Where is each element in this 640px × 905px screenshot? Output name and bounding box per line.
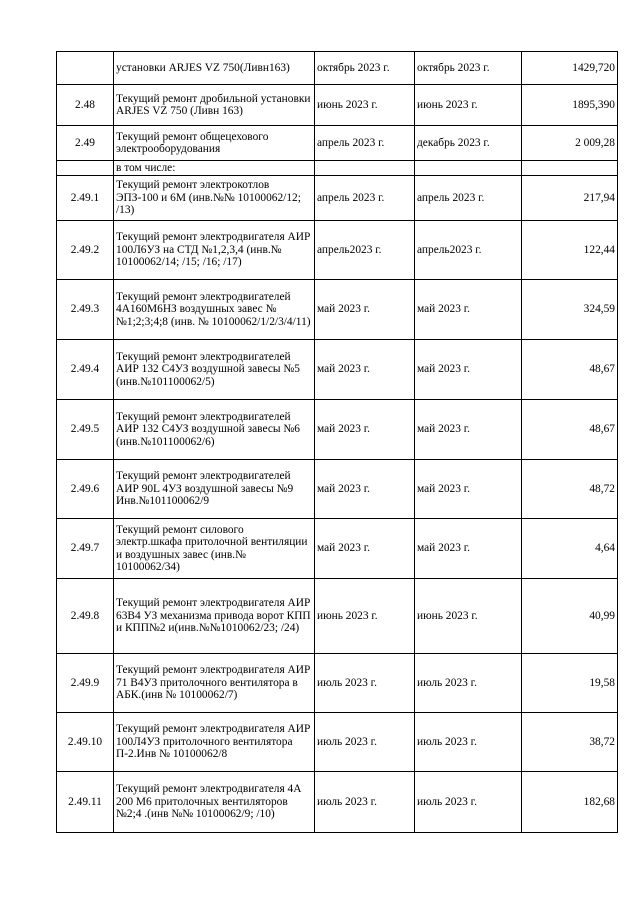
repair-schedule-table — [56, 51, 618, 833]
start-date: апрель2023 г. — [315, 221, 415, 280]
table-row — [57, 280, 618, 340]
start-date — [315, 161, 415, 176]
table-row — [57, 400, 618, 460]
amount: 1895,390 — [522, 85, 618, 126]
table-row — [57, 221, 618, 280]
start-date: июль 2023 г. — [315, 654, 415, 713]
end-date: декабрь 2023 г. — [415, 126, 522, 161]
item-description: Текущий ремонт общецехового электрооборудования — [114, 126, 315, 161]
item-description: Текущий ремонт электродвигателей АИР 132 С4УЗ воздушной завесы №5 (инв.№101100062/5) — [114, 340, 315, 400]
table-row — [57, 460, 618, 519]
table-row — [57, 176, 618, 221]
start-date: октябрь 2023 г. — [315, 52, 415, 85]
end-date: май 2023 г. — [415, 340, 522, 400]
start-date: июль 2023 г. — [315, 713, 415, 772]
start-date: июль 2023 г. — [315, 772, 415, 833]
end-date: октябрь 2023 г. — [415, 52, 522, 85]
item-description: Текущий ремонт электродвигателя АИР 63В4 УЗ механизма привода ворот КПП и КПП№2 и(инв.№№1010062/23; /24) — [114, 579, 315, 654]
start-date: май 2023 г. — [315, 460, 415, 519]
amount: 122,44 — [522, 221, 618, 280]
start-date: апрель 2023 г. — [315, 126, 415, 161]
item-number: 2.49.5 — [57, 400, 114, 460]
amount: 19,58 — [522, 654, 618, 713]
amount: 48,72 — [522, 460, 618, 519]
table-row — [57, 713, 618, 772]
amount: 48,67 — [522, 400, 618, 460]
start-date: июнь 2023 г. — [315, 579, 415, 654]
end-date — [415, 161, 522, 176]
end-date: апрель2023 г. — [415, 221, 522, 280]
table-row — [57, 579, 618, 654]
table-row — [57, 654, 618, 713]
start-date: май 2023 г. — [315, 340, 415, 400]
item-description: Текущий ремонт электродвигателей АИР 132 С4УЗ воздушной завесы №6 (инв.№101100062/6) — [114, 400, 315, 460]
item-number: 2.49.9 — [57, 654, 114, 713]
item-description: Текущий ремонт электродвигателя АИР 71 В4УЗ притолочного вентилятора в АБК.(инв № 10100062/7) — [114, 654, 315, 713]
table-row — [57, 85, 618, 126]
item-number: 2.49.11 — [57, 772, 114, 833]
item-description: Текущий ремонт электродвигателя АИР 100Л6УЗ на СТД №1,2,3,4 (инв.№ 10100062/14; /15; /16; /17) — [114, 221, 315, 280]
amount: 40,99 — [522, 579, 618, 654]
table-row — [57, 126, 618, 161]
end-date: май 2023 г. — [415, 280, 522, 340]
item-number: 2.49.6 — [57, 460, 114, 519]
item-number: 2.49.1 — [57, 176, 114, 221]
item-description: Текущий ремонт электродвигателей 4А160М6НЗ воздушных завес №№1;2;3;4;8 (инв. № 10100062/1/2/3/4/11) — [114, 280, 315, 340]
amount: 2 009,28 — [522, 126, 618, 161]
item-number: 2.49 — [57, 126, 114, 161]
item-number: 2.49.3 — [57, 280, 114, 340]
end-date: июнь 2023 г. — [415, 579, 522, 654]
item-description: Текущий ремонт электродвигателя 4А 200 М6 притолочных вентиляторов №2;4 .(инв №№ 10100062/9; /10) — [114, 772, 315, 833]
item-number: 2.49.4 — [57, 340, 114, 400]
start-date: июнь 2023 г. — [315, 85, 415, 126]
table-row — [57, 340, 618, 400]
amount: 182,68 — [522, 772, 618, 833]
item-number: 2.49.10 — [57, 713, 114, 772]
end-date: июль 2023 г. — [415, 654, 522, 713]
item-description: Текущий ремонт электродвигателей АИР 90L 4УЗ воздушной завесы №9 Инв.№101100062/9 — [114, 460, 315, 519]
item-description: Текущий ремонт дробильной установки ARJES VZ 750 (Ливн 163) — [114, 85, 315, 126]
amount: 4,64 — [522, 519, 618, 579]
item-description: установки ARJES VZ 750(Ливн163) — [114, 52, 315, 85]
end-date: апрель 2023 г. — [415, 176, 522, 221]
item-number: 2.48 — [57, 85, 114, 126]
amount: 38,72 — [522, 713, 618, 772]
amount: 48,67 — [522, 340, 618, 400]
end-date: май 2023 г. — [415, 460, 522, 519]
item-description: Текущий ремонт силового электр.шкафа притолочной вентиляции и воздушных завес (инв.№ 10100062/34) — [114, 519, 315, 579]
start-date: май 2023 г. — [315, 280, 415, 340]
end-date: май 2023 г. — [415, 519, 522, 579]
end-date: июль 2023 г. — [415, 713, 522, 772]
table-row — [57, 161, 618, 176]
table-row — [57, 772, 618, 833]
item-description: в том числе: — [114, 161, 315, 176]
item-description: Текущий ремонт электрокотлов ЭПЗ-100 и 6М (инв.№№ 10100062/12; /13) — [114, 176, 315, 221]
item-description: Текущий ремонт электродвигателя АИР 100Л4УЗ притолочного вентилятора П-2.Инв № 10100062/8 — [114, 713, 315, 772]
item-number: 2.49.2 — [57, 221, 114, 280]
end-date: июль 2023 г. — [415, 772, 522, 833]
amount: 1429,720 — [522, 52, 618, 85]
item-number: 2.49.7 — [57, 519, 114, 579]
item-number — [57, 52, 114, 85]
amount — [522, 161, 618, 176]
start-date: май 2023 г. — [315, 519, 415, 579]
start-date: апрель 2023 г. — [315, 176, 415, 221]
amount: 217,94 — [522, 176, 618, 221]
end-date: июнь 2023 г. — [415, 85, 522, 126]
amount: 324,59 — [522, 280, 618, 340]
end-date: май 2023 г. — [415, 400, 522, 460]
table-row — [57, 519, 618, 579]
item-number — [57, 161, 114, 176]
start-date: май 2023 г. — [315, 400, 415, 460]
table-row — [57, 52, 618, 85]
item-number: 2.49.8 — [57, 579, 114, 654]
